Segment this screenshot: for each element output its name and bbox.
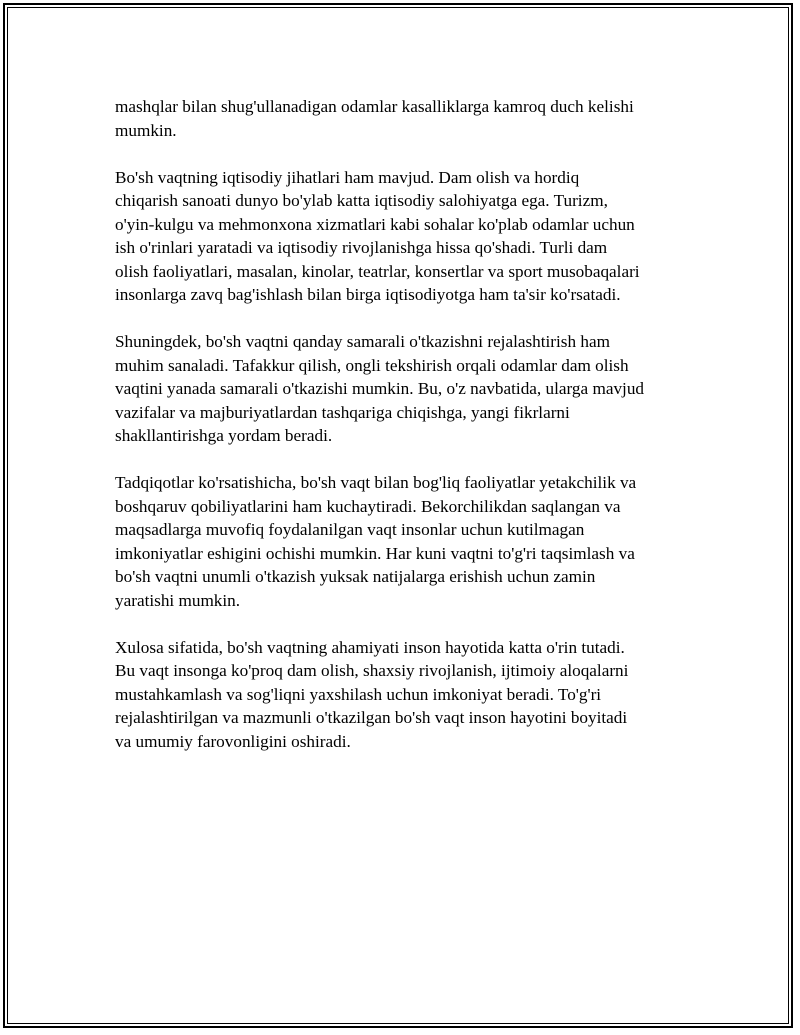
paragraph-planning: Shuningdek, bo'sh vaqtni qanday samarali o'tkazishni rejalashtirish ham muhim sanaladi. Tafakkur qilish, ongli tekshirish orqali odamlar dam olish vaqtini yanada samarali o'tkazishi mumkin. Bu, o'z navbatida, ularga mavjud vazifalar va majburiyatlardan tashqariga chiqishga, yangi fikrlarni shakllantirishga yordam beradi. <box>115 332 645 445</box>
paragraph-conclusion: Xulosa sifatida, bo'sh vaqtning ahamiyati inson hayotida katta o'rin tutadi. Bu vaqt insonga ko'proq dam olish, shaxsiy rivojlanish, ijtimoiy aloqalarni mustahkamlash va sog'liqni yaxshilash uchun imkoniyat beradi. To'g'ri rejalashtirilgan va mazmunli o'tkazilgan bo'sh vaqt inson hayotini boyitadi va umumiy farovonligini oshiradi. <box>115 637 629 751</box>
paragraph-research: Tadqiqotlar ko'rsatishicha, bo'sh vaqt bilan bog'liq faoliyatlar yetakchilik va boshqaruv qobiliyatlarini ham kuchaytiradi. Bekorchilikdan saqlangan va maqsadlarga muvofiq foydalanilgan vaqt insonlar uchun kutilmagan imkoniyatlar eshigini ochishi mumkin. Har kuni vaqtni to'g'ri taqsimlash va bo'sh vaqtni unumli o'tkazish yuksak natijalarga erishish uchun zamin yaratishi mumkin. <box>115 473 637 610</box>
paragraph-continuation: mashqlar bilan shug'ullanadigan odamlar kasalliklarga kamroq duch kelishi mumkin. <box>115 97 634 140</box>
paragraph-economic-aspects: Bo'sh vaqtning iqtisodiy jihatlari ham mavjud. Dam olish va hordiq chiqarish sanoati dunyo bo'ylab katta iqtisodiy salohiyatga ega. Turizm, o'yin-kulgu va mehmonxona xizmatlari kabi sohalar ko'plab odamlar uchun ish o'rinlari yaratadi va iqtisodiy rivojlanishga hissa qo'shadi. Turli dam olish faoliyatlari, masalan, kinolar, teatrlar, konsertlar va sport musobaqalari insonlarga zavq bag'ishlash bilan birga iqtisodiyotga ham ta'sir ko'rsatadi. <box>115 167 640 304</box>
document-body <box>115 95 715 777</box>
